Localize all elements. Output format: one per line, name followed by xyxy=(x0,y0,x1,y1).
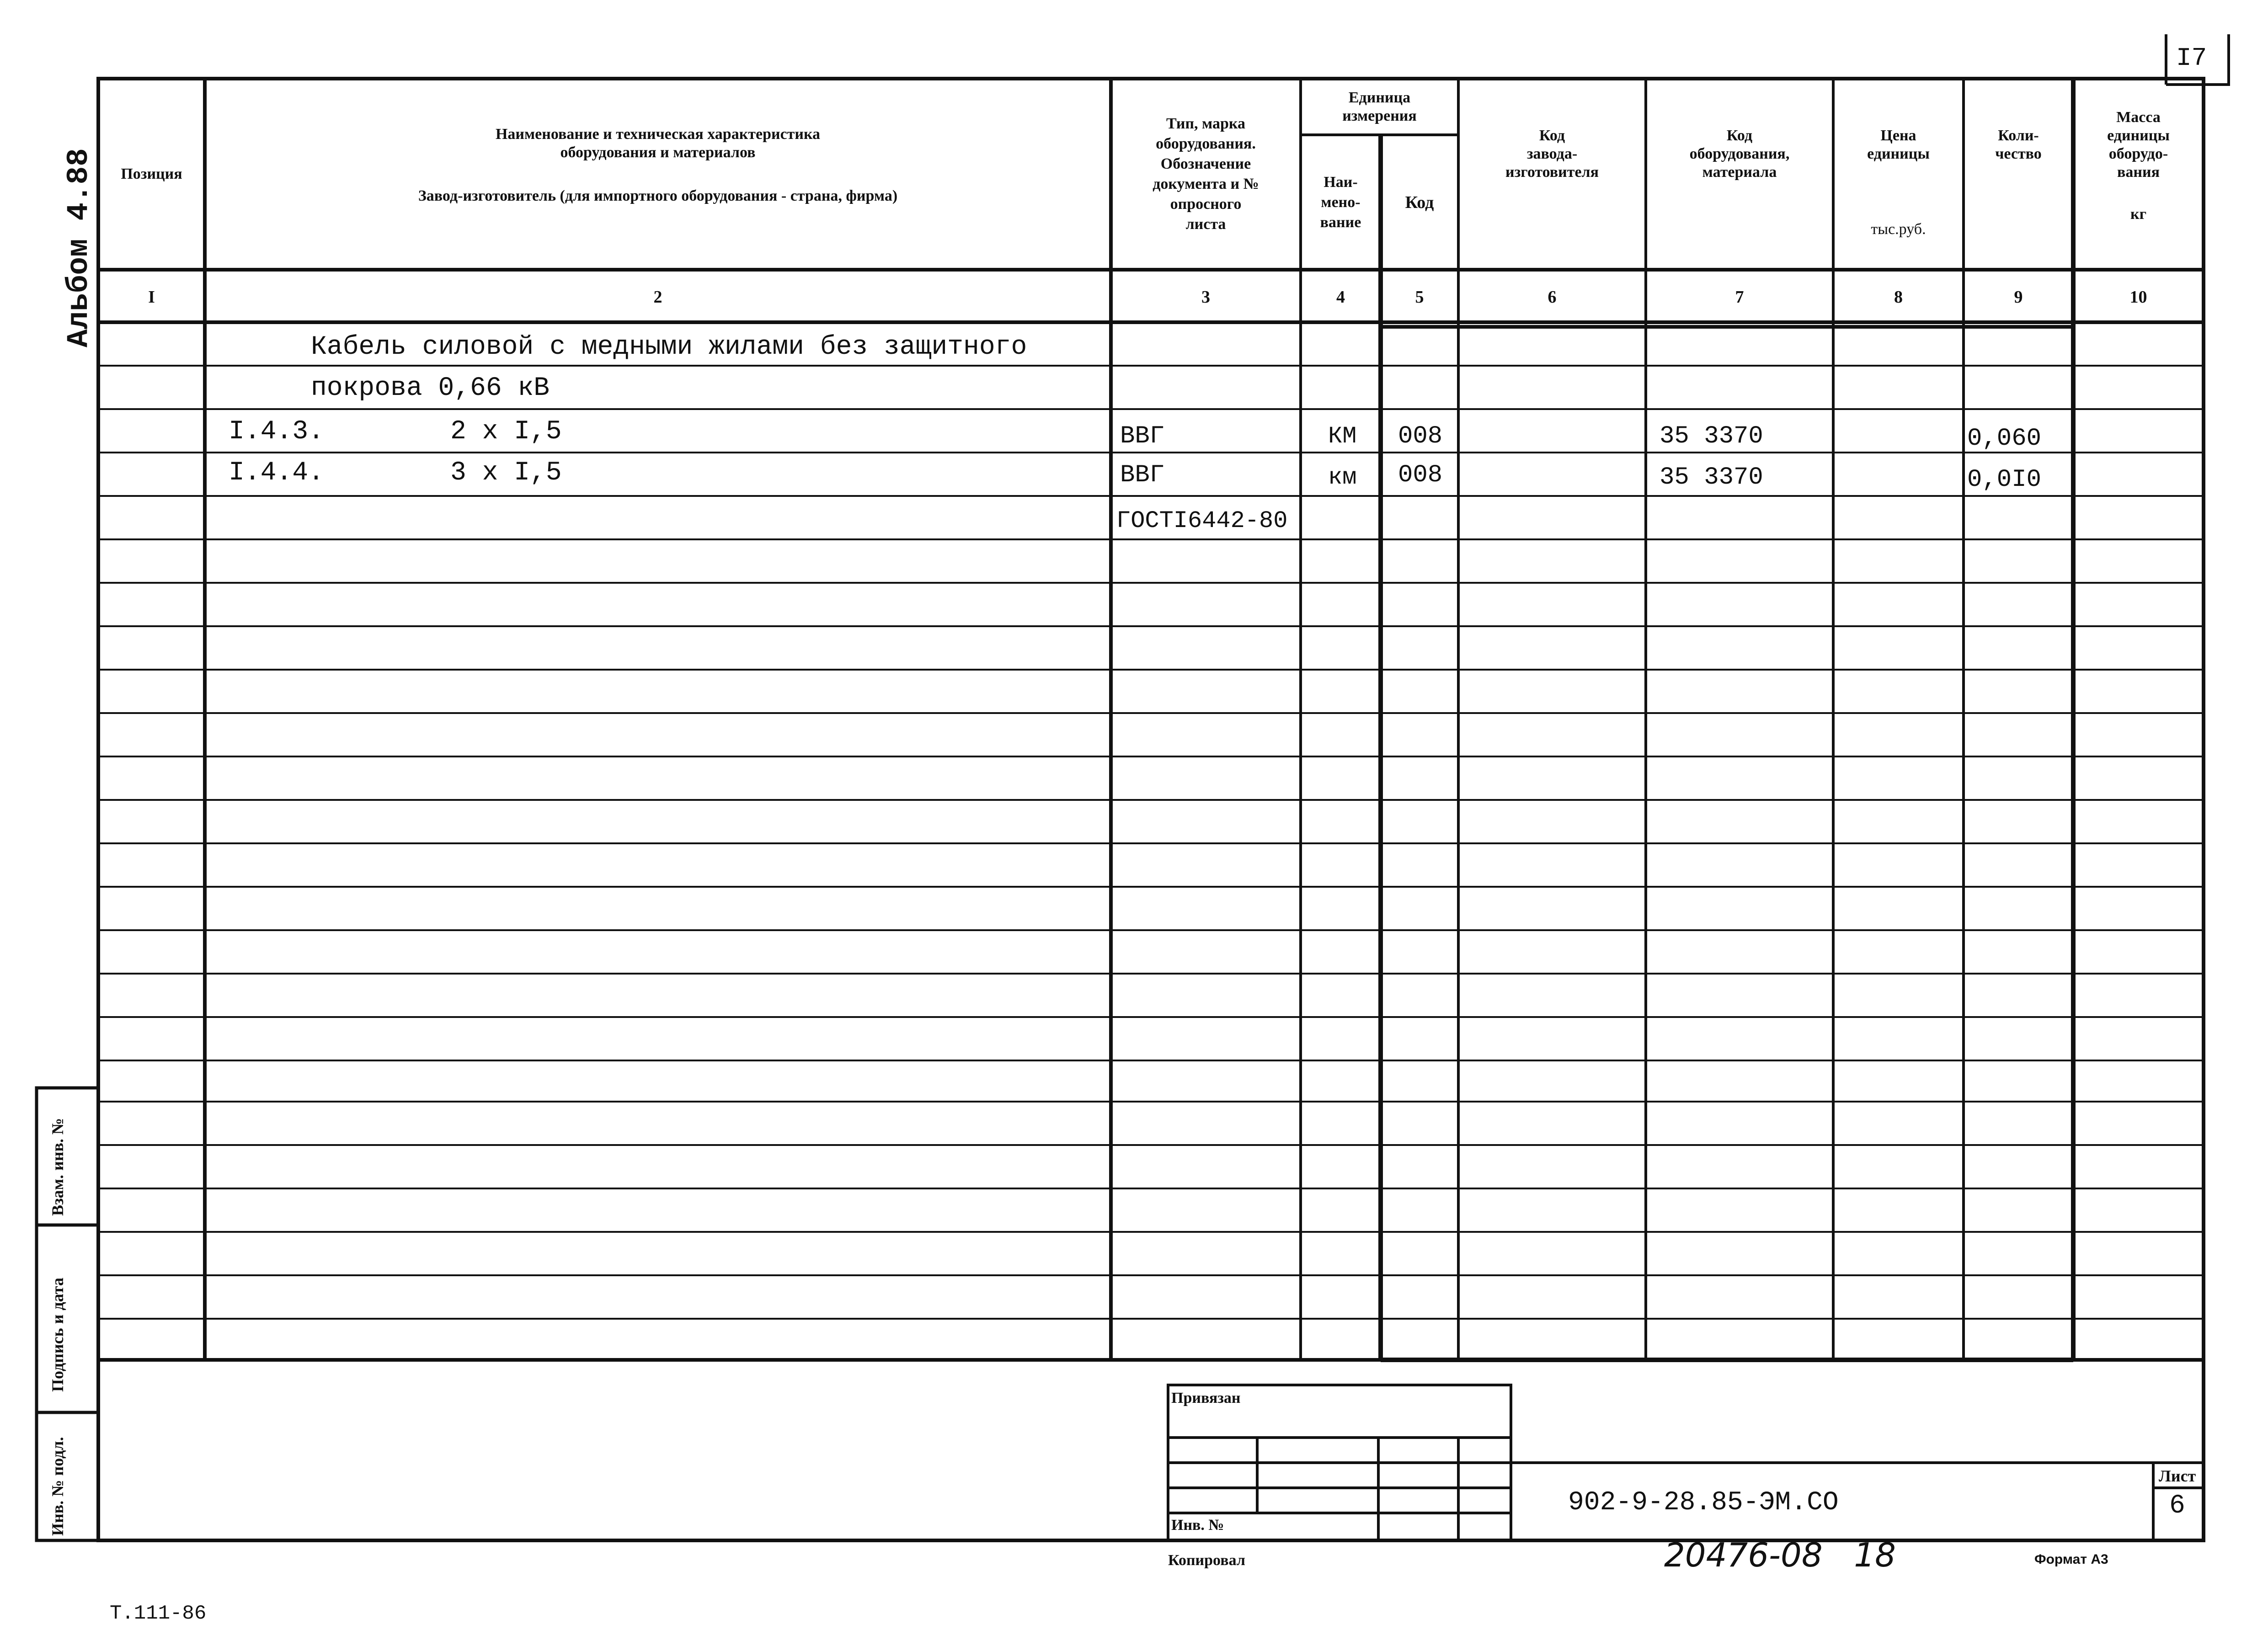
header-unit xyxy=(1301,79,1458,135)
row4-equip: 35 3370 xyxy=(1660,463,1763,491)
header-qty xyxy=(1964,79,2073,270)
header-mass-unit: кг xyxy=(2130,206,2147,223)
header-type-line6: листа xyxy=(1185,216,1226,233)
stamp-list-no: 6 xyxy=(2169,1491,2185,1521)
row4-unit: км xyxy=(1328,464,1357,491)
header-price-line2: единицы xyxy=(1867,145,1930,162)
header-equip-line2: оборудования, xyxy=(1689,145,1790,162)
header-name xyxy=(205,79,1111,270)
stamp-kopiroval: Копировал xyxy=(1168,1552,1245,1569)
col-num-10: 10 xyxy=(2129,288,2147,307)
header-price-line1: Цена xyxy=(1880,127,1916,144)
header-equip-code xyxy=(1646,79,1833,270)
header-type-line2: оборудования. xyxy=(1156,135,1256,152)
stamp-format: Формат А3 xyxy=(2034,1552,2108,1567)
header-unit-name1: Наи- xyxy=(1323,173,1358,191)
header-type-line3: Обозначение xyxy=(1160,155,1251,172)
row3-unit: КМ xyxy=(1328,423,1357,450)
header-equip-line1: Код xyxy=(1726,127,1753,144)
header-position: Позиция xyxy=(121,165,182,182)
header-qty-line2: чество xyxy=(1995,145,2042,162)
stamp-doc-code: 902-9-28.85-ЭМ.СО xyxy=(1568,1488,1839,1518)
col-num-5: 5 xyxy=(1415,288,1424,307)
row1-name: Кабель силовой с медными жилами без защитного xyxy=(311,332,1027,362)
stamp-handwritten-code: 20476-08 18 xyxy=(1664,1536,1896,1574)
header-type-line1: Тип, марка xyxy=(1166,115,1245,132)
header-mass-line4: вания xyxy=(2117,164,2160,181)
header-type-line4: документа и № xyxy=(1153,176,1259,192)
stamp-privyazan: Привязан xyxy=(1171,1390,1241,1406)
col-num-7: 7 xyxy=(1735,288,1744,307)
col-num-4: 4 xyxy=(1336,288,1345,307)
header-unit-line2: измерения xyxy=(1342,107,1417,124)
stamp-list-label: Лист xyxy=(2159,1467,2196,1485)
header-mass xyxy=(2073,79,2204,270)
header-type-line5: опросного xyxy=(1170,196,1242,213)
row3-equip: 35 3370 xyxy=(1660,422,1763,450)
col-num-3: 3 xyxy=(1201,288,1210,307)
row4-qty: 0,0I0 xyxy=(1967,466,2042,494)
header-price-unit: тыс.руб. xyxy=(1871,221,1926,238)
row3-qty: 0,060 xyxy=(1967,425,2042,453)
row4-type: ВВГ xyxy=(1120,461,1165,489)
header-name-line2: оборудования и материалов xyxy=(560,144,756,161)
header-name-line1: Наименование и техническая характеристика xyxy=(495,125,821,143)
header-unit-name3: вание xyxy=(1320,213,1361,231)
row3-position: I.4.3. xyxy=(229,417,324,447)
header-mass-line3: оборудо- xyxy=(2108,145,2168,162)
col-num-1: I xyxy=(148,288,155,307)
album-label: Альбом 4.88 xyxy=(62,148,96,347)
header-type xyxy=(1111,79,1301,270)
col-num-2: 2 xyxy=(653,288,662,307)
header-mass-line2: единицы xyxy=(2107,127,2170,144)
header-equip-line3: материала xyxy=(1702,164,1777,181)
row2-name: покрова 0,66 кВ xyxy=(311,373,550,403)
row3-type: ВВГ xyxy=(1120,422,1165,450)
col-num-9: 9 xyxy=(2014,288,2023,307)
header-mass-line1: Масса xyxy=(2116,109,2161,126)
side-label-vzam: Взам. инв. № xyxy=(48,1118,67,1216)
header-name-line3: Завод-изготовитель (для импортного оборудования - страна, фирма) xyxy=(418,187,898,204)
header-mfr-line3: изготовителя xyxy=(1505,164,1599,181)
header-price xyxy=(1833,79,1964,270)
col-num-8: 8 xyxy=(1894,288,1903,307)
header-mfr-line2: завода- xyxy=(1526,145,1578,162)
header-unit-line1: Единица xyxy=(1348,89,1411,106)
side-label-podpis: Подпись и дата xyxy=(48,1278,67,1392)
stamp-inv-no: Инв. № xyxy=(1171,1517,1224,1534)
footer-code: Т.111-86 xyxy=(110,1602,207,1625)
row3-code: 008 xyxy=(1398,422,1443,450)
header-unit-code: Код xyxy=(1405,192,1434,212)
row4-code: 008 xyxy=(1398,461,1443,489)
header-mfr-code xyxy=(1458,79,1646,270)
row3-spec: 2 x I,5 xyxy=(450,417,562,447)
row4-position: I.4.4. xyxy=(229,458,324,488)
header-unit-name xyxy=(1301,135,1381,270)
header-mfr-line1: Код xyxy=(1539,127,1565,144)
col-num-6: 6 xyxy=(1548,288,1557,307)
row4-spec: 3 x I,5 xyxy=(450,458,562,488)
row5-type: ГОСТI6442-80 xyxy=(1116,507,1288,534)
header-qty-line1: Коли- xyxy=(1998,127,2039,144)
page-number: I7 xyxy=(2176,43,2207,73)
side-label-inv: Инв. № подл. xyxy=(48,1437,67,1536)
header-unit-name2: мено- xyxy=(1321,193,1361,211)
